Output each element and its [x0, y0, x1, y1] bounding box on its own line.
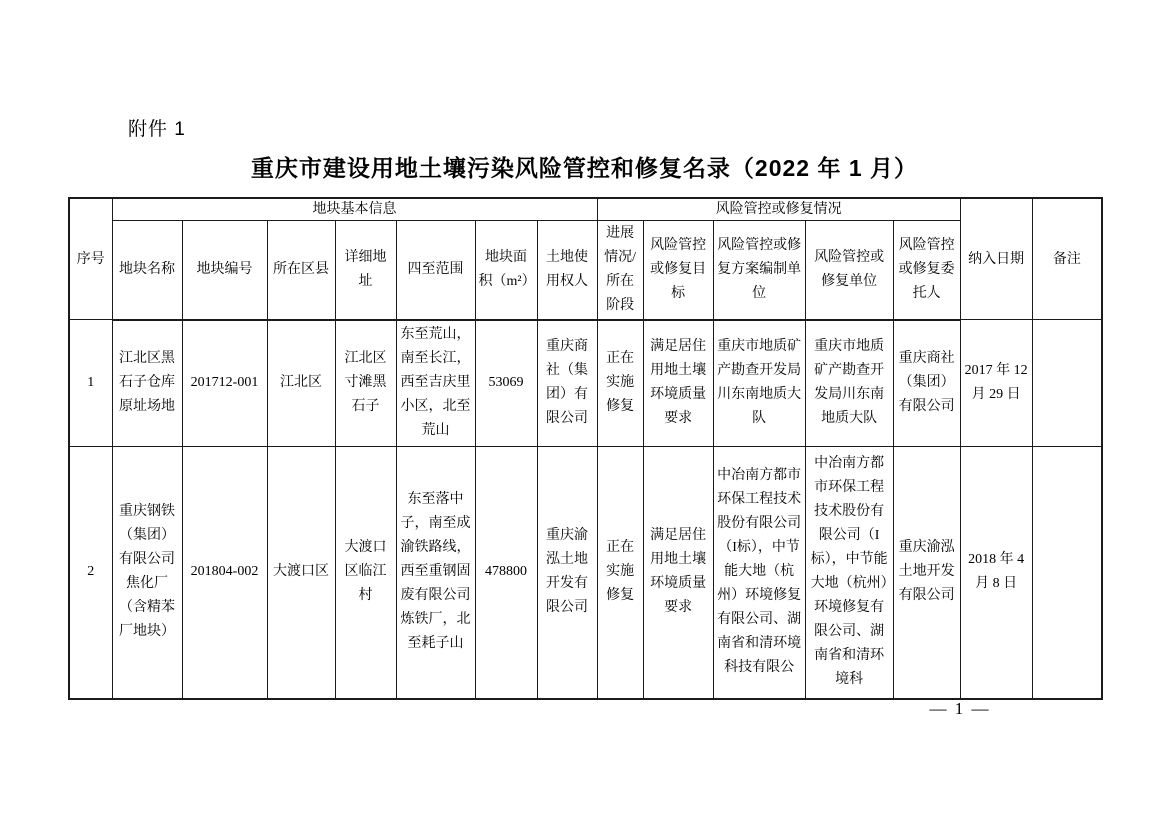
cell-inclusion-date: 2017 年 12 月 29 日 — [960, 320, 1032, 447]
cell-remediation-unit-text: 中冶南方都市环保工程技术股份有限公司（I标），中节能大地（杭州）环境修复有限公司、湖南省和清环境科 — [810, 456, 888, 688]
header-inclusion-date: 纳入日期 — [960, 198, 1032, 320]
attachment-label: 附件 1 — [128, 119, 186, 140]
cell-plot-area: 53069 — [475, 320, 537, 447]
header-plot-code: 地块编号 — [182, 220, 267, 320]
cell-land-user: 重庆商社（集团）有限公司 — [537, 320, 597, 447]
risk-remediation-table — [68, 197, 1103, 700]
cell-plot-name: 江北区黑石子仓库原址场地 — [112, 320, 182, 447]
cell-seq: 1 — [69, 320, 112, 447]
cell-plan-unit: 重庆市地质矿产勘查开发局川东南地质大队 — [713, 320, 805, 447]
header-group-plot-basic-info: 地块基本信息 — [112, 198, 597, 220]
header-risk-target: 风险管控或修复目标 — [643, 220, 713, 320]
cell-plot-code: 201804-002 — [182, 447, 267, 699]
document-title: 重庆市建设用地土壤污染风险管控和修复名录（2022 年 1 月） — [250, 155, 919, 181]
header-remediation-unit: 风险管控或修复单位 — [805, 220, 893, 320]
cell-progress-stage: 正在实施修复 — [597, 447, 643, 699]
cell-district: 大渡口区 — [267, 447, 335, 699]
cell-plot-code: 201712-001 — [182, 320, 267, 447]
header-progress-stage: 进展情况/所在阶段 — [597, 220, 643, 320]
cell-remediation-unit: 重庆市地质矿产勘查开发局川东南地质大队 — [805, 320, 893, 447]
header-plan-unit: 风险管控或修复方案编制单位 — [713, 220, 805, 320]
cell-remark — [1032, 447, 1102, 699]
page-number: — 1 — — [929, 699, 991, 718]
header-plot-area: 地块面积（m²） — [475, 220, 537, 320]
header-seq: 序号 — [69, 198, 112, 320]
cell-plot-name: 重庆钢铁（集团）有限公司焦化厂（含精苯厂地块） — [112, 447, 182, 699]
cell-seq: 2 — [69, 447, 112, 699]
cell-remediation-unit — [805, 447, 893, 699]
cell-inclusion-date: 2018 年 4 月 8 日 — [960, 447, 1032, 699]
cell-land-user: 重庆渝泓土地开发有限公司 — [537, 447, 597, 699]
cell-client: 重庆商社（集团）有限公司 — [893, 320, 960, 447]
cell-client: 重庆渝泓土地开发有限公司 — [893, 447, 960, 699]
cell-district: 江北区 — [267, 320, 335, 447]
cell-remark — [1032, 320, 1102, 447]
cell-boundaries: 东至落中子，南至成渝铁路线，西至重钢固废有限公司炼铁厂，北至耗子山 — [396, 447, 475, 699]
header-plot-name: 地块名称 — [112, 220, 182, 320]
header-address: 详细地址 — [335, 220, 396, 320]
header-boundaries: 四至范围 — [396, 220, 475, 320]
table-row — [69, 447, 1102, 699]
cell-risk-target: 满足居住用地土壤环境质量要求 — [643, 320, 713, 447]
cell-address: 大渡口区临江村 — [335, 447, 396, 699]
header-client: 风险管控或修复委托人 — [893, 220, 960, 320]
header-district: 所在区县 — [267, 220, 335, 320]
cell-boundaries: 东至荒山，南至长江，西至吉庆里小区，北至荒山 — [396, 320, 475, 447]
table-row — [69, 320, 1102, 447]
cell-plan-unit — [713, 447, 805, 699]
header-group-risk-control-info: 风险管控或修复情况 — [597, 198, 960, 220]
cell-plot-area: 478800 — [475, 447, 537, 699]
header-remark: 备注 — [1032, 198, 1102, 320]
cell-plan-unit-text: 中冶南方都市环保工程技术股份有限公司（I标），中节能大地（杭州）环境修复有限公司、湖南省和清环境科技有限公 — [717, 468, 802, 676]
cell-progress-stage: 正在实施修复 — [597, 320, 643, 447]
cell-risk-target: 满足居住用地土壤环境质量要求 — [643, 447, 713, 699]
header-land-user: 土地使用权人 — [537, 220, 597, 320]
header-group-row — [69, 198, 1102, 220]
cell-address: 江北区寸滩黑石子 — [335, 320, 396, 447]
header-sub-row — [69, 220, 1102, 320]
